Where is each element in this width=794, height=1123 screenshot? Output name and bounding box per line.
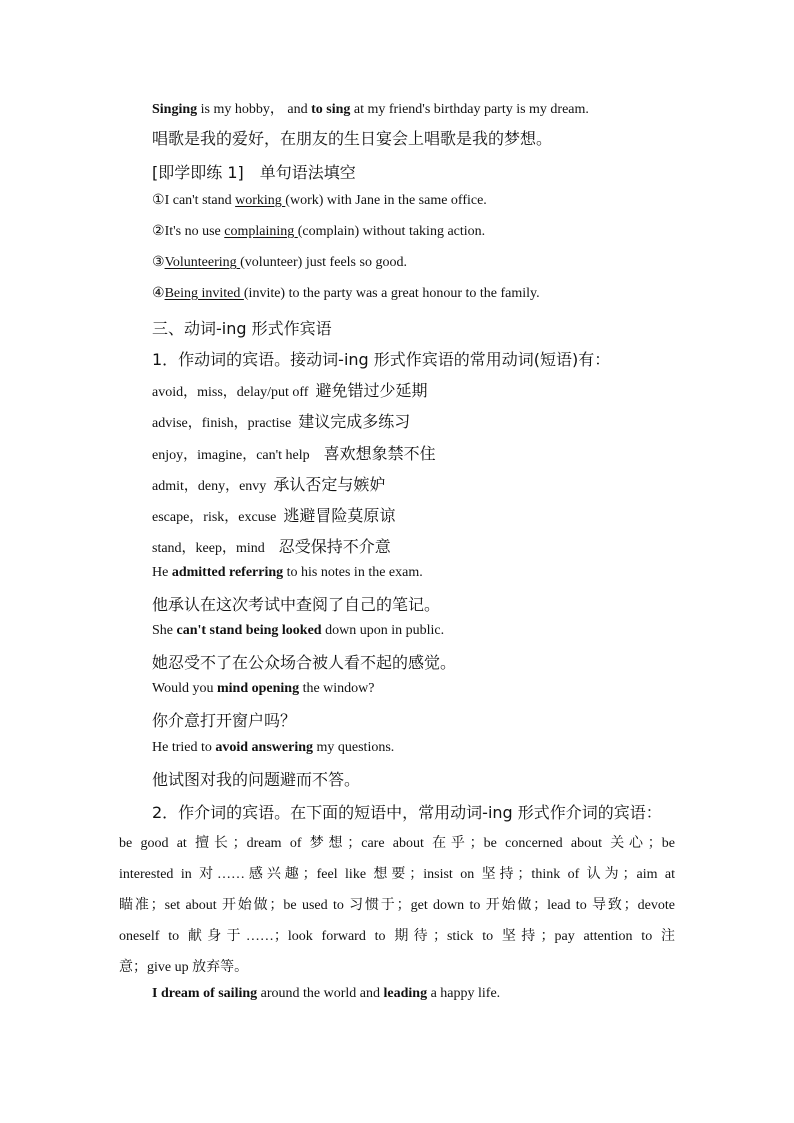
verb-list-item: admit，deny，envy 承认否定与嫉妒 — [152, 475, 386, 494]
intro-translation: 唱歌是我的爱好，在朋友的生日宴会上唱歌是我的梦想。 — [152, 129, 553, 148]
practice-item: ②It's no use complaining (complain) without taking action. — [152, 224, 486, 239]
intro-sentence: Singing is my hobby， and to sing at my friend's birthday party is my dream. — [152, 102, 589, 117]
practice-item: ④Being invited (invite) to the party was a great honour to the family. — [152, 286, 540, 301]
example-translation: 她忍受不了在公众场合被人看不起的感觉。 — [152, 653, 457, 672]
bold-phrase: Singing — [152, 102, 198, 117]
verb-list-item: avoid，miss，delay/put off 避免错过少延期 — [152, 381, 428, 400]
example-sentence: Would you mind opening the window? — [152, 681, 375, 696]
phrase-line: interested in 对……感兴趣；feel like 想要；insist on 坚持；think of 认为；aim at — [119, 867, 675, 882]
practice-item: ①I can't stand working (work) with Jane in the same office. — [152, 193, 487, 208]
example-translation: 他承认在这次考试中查阅了自己的笔记。 — [152, 595, 441, 614]
section-heading: 三、动词-ing 形式作宾语 — [152, 319, 332, 338]
bold-phrase: to sing — [311, 102, 351, 117]
example-sentence: He tried to avoid answering my questions. — [152, 740, 395, 755]
answer-blank: Volunteering — [164, 255, 241, 270]
answer-blank: Being invited — [164, 286, 244, 301]
example-sentence: He admitted referring to his notes in the exam. — [152, 565, 423, 580]
example-sentence: She can't stand being looked down upon in public. — [152, 623, 445, 638]
example-translation: 你介意打开窗户吗？ — [152, 711, 297, 730]
verb-list-item: escape，risk，excuse 逃避冒险莫原谅 — [152, 506, 396, 525]
answer-blank: working — [235, 193, 286, 208]
point-2: 2．作介词的宾语。在下面的短语中，常用动词-ing 形式作介词的宾语： — [152, 803, 662, 822]
answer-blank: complaining — [224, 224, 298, 239]
point-1: 1．作动词的宾语。接动词-ing 形式作宾语的常用动词(短语)有： — [152, 350, 611, 369]
practice-item: ③Volunteering (volunteer) just feels so good. — [152, 255, 407, 270]
phrase-line-last: 意；give up 放弃等。 — [119, 960, 249, 975]
phrase-line: 瞄准；set about 开始做；be used to 习惯于；get down to 开始做；lead to 导致；devote — [119, 898, 675, 913]
phrase-line: oneself to 献身于……；look forward to 期待；stick to 坚持；pay attention to 注 — [119, 929, 675, 944]
verb-list-item: advise，finish，practise 建议完成多练习 — [152, 412, 411, 431]
verb-list-item: enjoy，imagine，can't help 喜欢想象禁不住 — [152, 444, 436, 463]
practice-title: [即学即练 1] 单句语法填空 — [152, 163, 356, 182]
final-example: I dream of sailing around the world and leading a happy life. — [152, 986, 501, 1001]
example-translation: 他试图对我的问题避而不答。 — [152, 770, 361, 789]
phrase-line: be good at 擅长；dream of 梦想；care about 在乎；be concerned about 关心；be — [119, 836, 675, 851]
verb-list-item: stand，keep，mind 忍受保持不介意 — [152, 537, 391, 556]
